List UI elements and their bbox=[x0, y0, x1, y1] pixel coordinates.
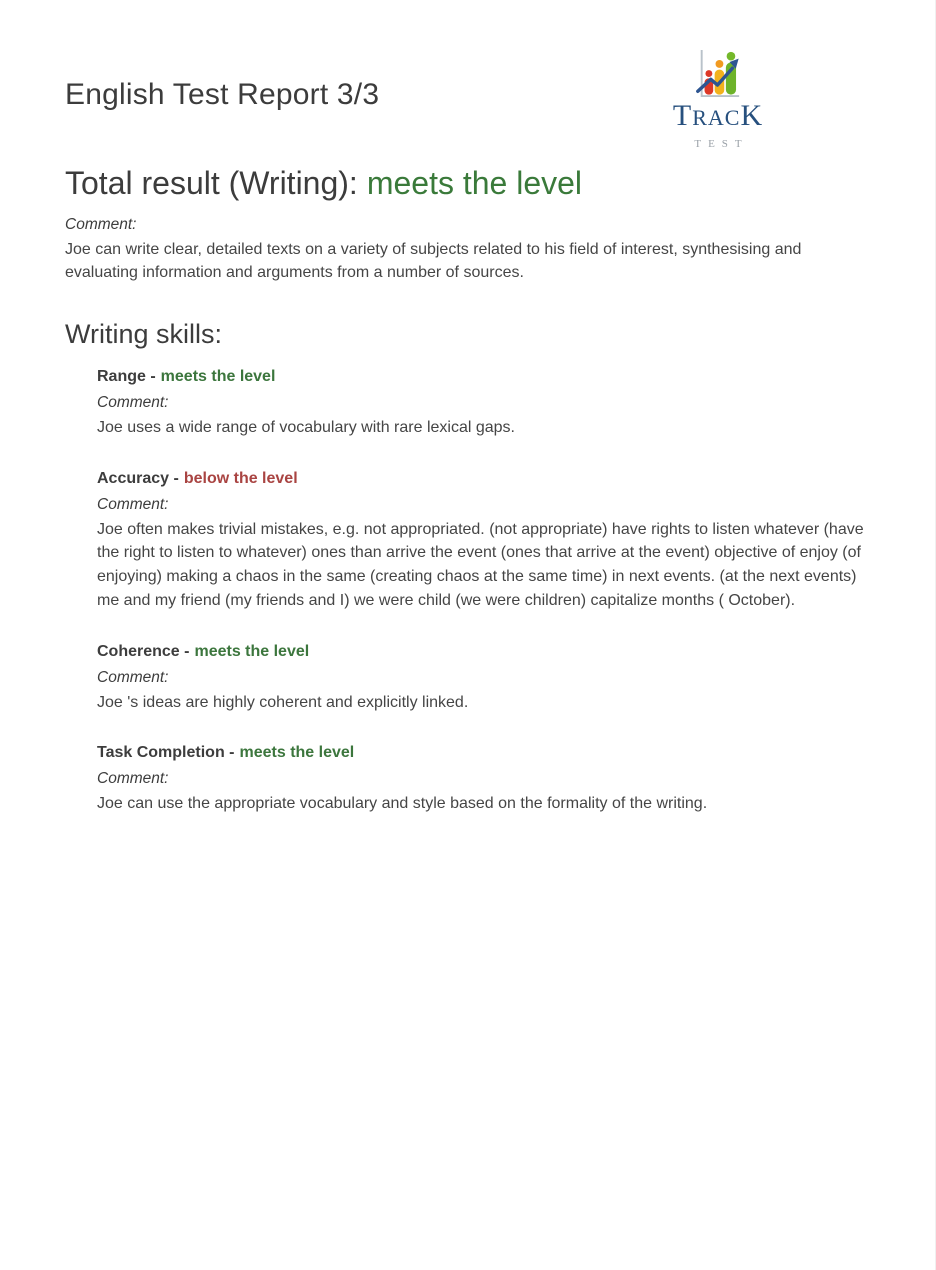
total-result-label: Total result (Writing): bbox=[65, 165, 358, 201]
skill-name: Task Completion - bbox=[97, 744, 235, 762]
skill-result: meets the level bbox=[239, 744, 355, 762]
comment-label: Comment: bbox=[97, 394, 169, 411]
comment-label: Comment: bbox=[97, 495, 169, 513]
total-result-value: meets the level bbox=[366, 165, 583, 201]
skill-name: Range - bbox=[97, 368, 156, 385]
skill-result: below the level bbox=[183, 469, 298, 487]
total-result-heading bbox=[65, 163, 869, 203]
skill-name: Accuracy - bbox=[97, 469, 179, 487]
tracktest-logo bbox=[658, 48, 778, 150]
logo-subtitle: TEST bbox=[694, 138, 749, 150]
comment-label: Comment: bbox=[97, 668, 169, 686]
skill-title bbox=[97, 641, 869, 663]
writing-skills-heading: Writing skills: bbox=[65, 319, 223, 349]
logo-wordmark bbox=[658, 99, 778, 135]
skill-range bbox=[97, 366, 869, 440]
skill-title bbox=[97, 742, 869, 764]
skills-list bbox=[97, 366, 869, 816]
skill-title bbox=[97, 366, 869, 388]
page-title: English Test Report 3/3 bbox=[65, 78, 380, 111]
logo-letter: K bbox=[740, 99, 764, 132]
comment-label: Comment: bbox=[65, 216, 137, 233]
skill-comment: Joe 's ideas are highly coherent and explicitly linked. bbox=[97, 693, 469, 711]
skill-result: meets the level bbox=[194, 642, 310, 660]
skill-result: meets the level bbox=[160, 368, 276, 385]
skill-comment: Joe uses a wide range of vocabulary with rare lexical gaps. bbox=[97, 419, 515, 436]
skill-title bbox=[97, 468, 869, 490]
skill-task-completion bbox=[97, 742, 869, 816]
skill-coherence bbox=[97, 641, 869, 715]
skill-comment: Joe can use the appropriate vocabulary and style based on the formality of the writing. bbox=[97, 795, 708, 813]
logo-letter: T bbox=[672, 99, 693, 132]
skill-name: Coherence - bbox=[97, 642, 190, 660]
growth-chart-people-icon bbox=[694, 48, 742, 100]
skill-accuracy bbox=[97, 468, 869, 613]
total-result-comment: Joe can write clear, detailed texts on a variety of subjects related to his field of interest, synthesising and evaluating information and arguments from a number of sources. bbox=[65, 241, 802, 281]
comment-label: Comment: bbox=[97, 770, 169, 788]
skill-comment: Joe often makes trivial mistakes, e.g. not appropriated. (not appropriate) have rights to listen whatever (have the right to listen to whatever) ones than arrive the event (ones that arrive at the event) objective of enjoy (of enjoying) making a chaos in the same (creating chaos at the same time) in next events. (at the next events) me and my friend (my friends and I) we were child (we were children) capitalize months ( October). bbox=[97, 520, 864, 609]
logo-letters: RAC bbox=[692, 105, 741, 130]
